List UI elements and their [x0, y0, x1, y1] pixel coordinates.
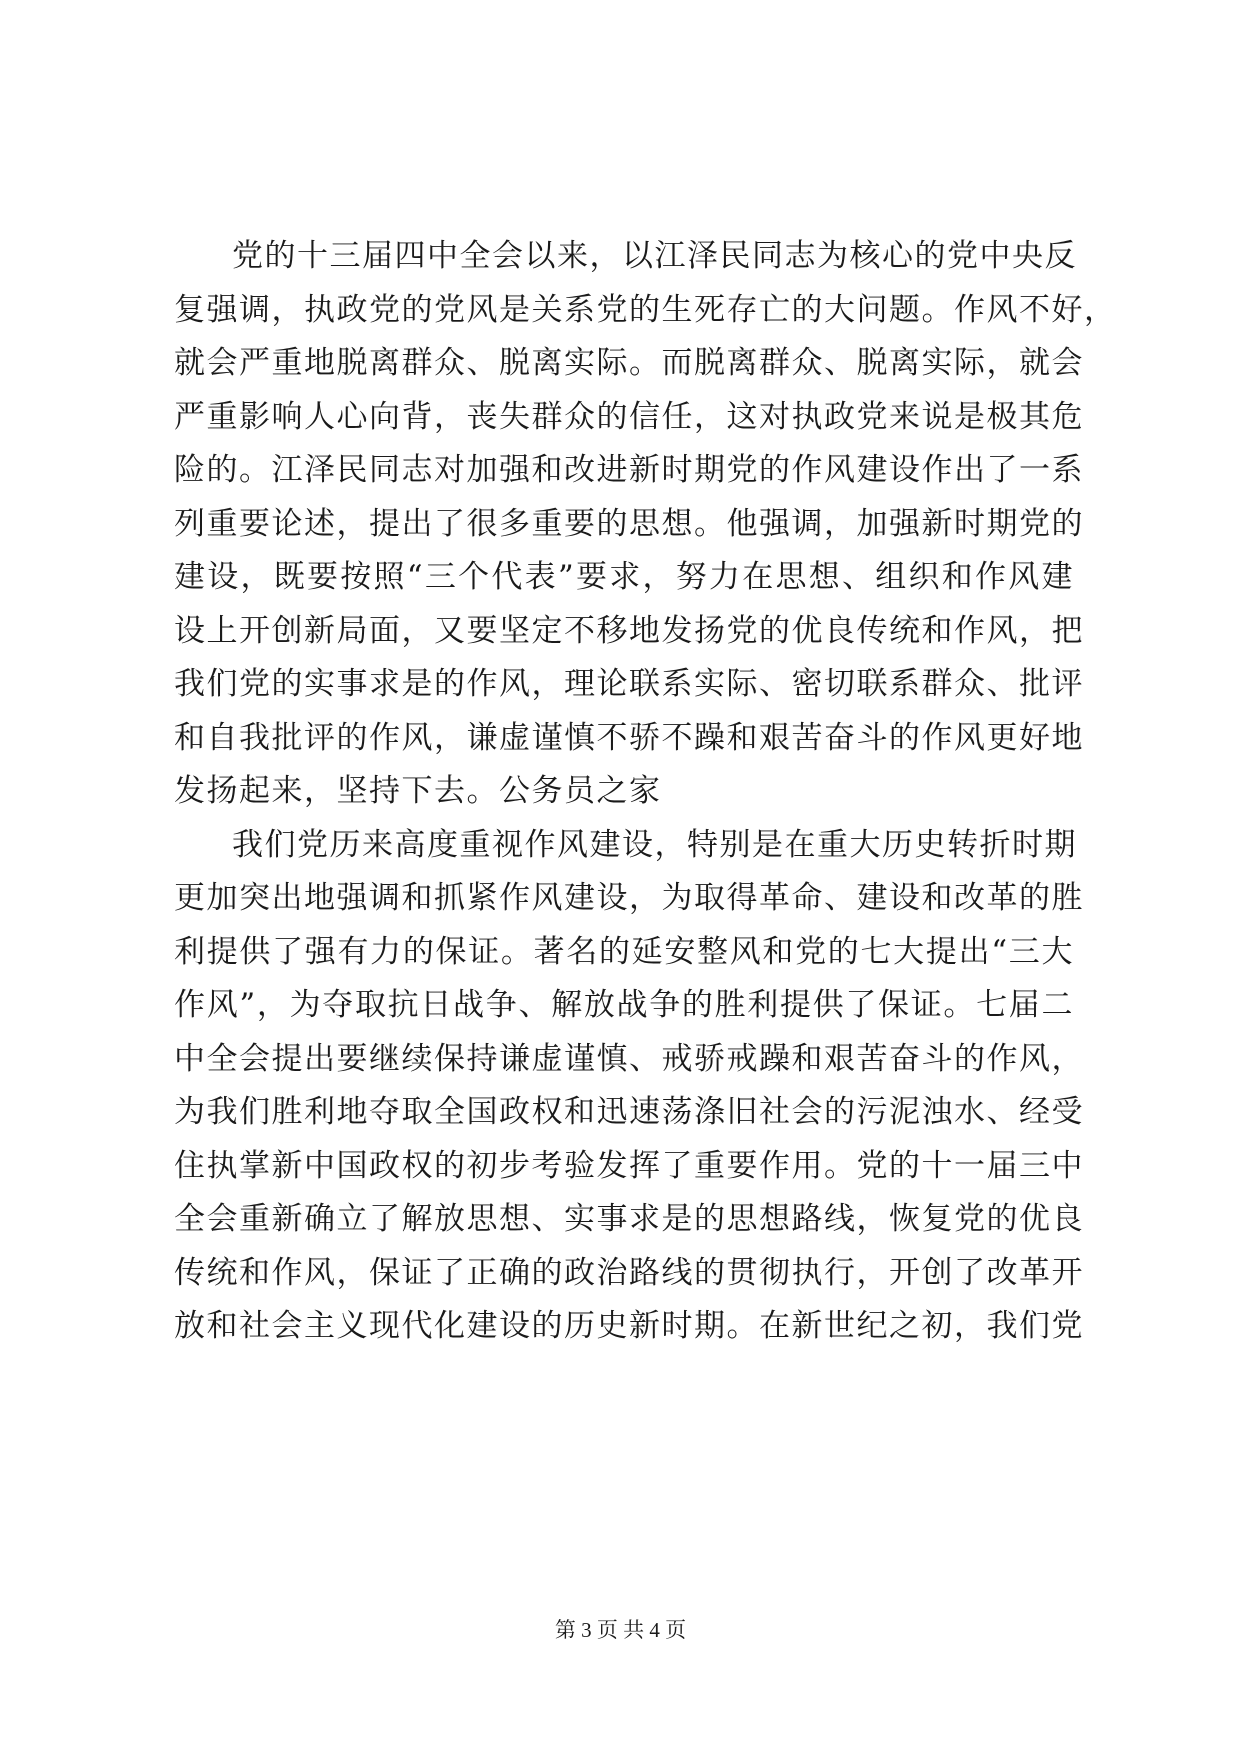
text-line: 建设，既要按照“三个代表”要求，努力在思想、组织和作风建: [174, 559, 1074, 595]
text-line: 传统和作风，保证了正确的政治路线的贯彻执行，开创了改革开: [174, 1254, 1084, 1291]
text-line: 我们党历来高度重视作风建设，特别是在重大历史转折时期: [232, 826, 1077, 863]
text-line: 住执掌新中国政权的初步考验发挥了重要作用。党的十一届三中: [174, 1147, 1084, 1184]
text-line: 发扬起来，坚持下去。公务员之家: [174, 773, 662, 809]
text-line: 严重影响人心向背，丧失群众的信任，这对执政党来说是极其危: [174, 398, 1084, 435]
text-line: 更加突出地强调和抓紧作风建设，为取得革命、建设和改革的胜: [174, 880, 1084, 916]
text-line: 全会重新确立了解放思想、实事求是的思想路线，恢复党的优良: [174, 1201, 1084, 1237]
text-line: 为我们胜利地夺取全国政权和迅速荡涤旧社会的污泥浊水、经受: [174, 1094, 1084, 1130]
document-body: [174, 230, 1117, 1354]
text-line: 和自我批评的作风，谦虚谨慎不骄不躁和艰苦奋斗的作风更好地: [174, 719, 1084, 756]
text-line: 险的。江泽民同志对加强和改进新时期党的作风建设作出了一系: [174, 452, 1084, 488]
text-line: 利提供了强有力的保证。著名的延安整风和党的七大提出“三大: [174, 933, 1074, 970]
text-line: 就会严重地脱离群众、脱离实际。而脱离群众、脱离实际，就会: [174, 345, 1084, 381]
text-line: 列重要论述，提出了很多重要的思想。他强调，加强新时期党的: [174, 505, 1084, 542]
text-line: 放和社会主义现代化建设的历史新时期。在新世纪之初，我们党: [174, 1308, 1084, 1344]
text-line: 我们党的实事求是的作风，理论联系实际、密切联系群众、批评: [174, 666, 1084, 702]
paragraph-2: [174, 819, 1084, 1354]
text-line: 设上开创新局面，又要坚定不移地发扬党的优良传统和作风，把: [174, 612, 1084, 649]
text-line: 党的十三届四中全会以来，以江泽民同志为核心的党中央反: [232, 238, 1077, 274]
text-line: 复强调，执政党的党风是关系党的生死存亡的大问题。作风不好，: [174, 291, 1117, 328]
paragraph-1: [174, 230, 1117, 819]
page-number-footer: 第 3 页 共 4 页: [554, 1618, 687, 1642]
text-line: 作风”，为夺取抗日战争、解放战争的胜利提供了保证。七届二: [174, 987, 1074, 1023]
text-line: 中全会提出要继续保持谦虚谨慎、戒骄戒躁和艰苦奋斗的作风，: [174, 1040, 1084, 1077]
